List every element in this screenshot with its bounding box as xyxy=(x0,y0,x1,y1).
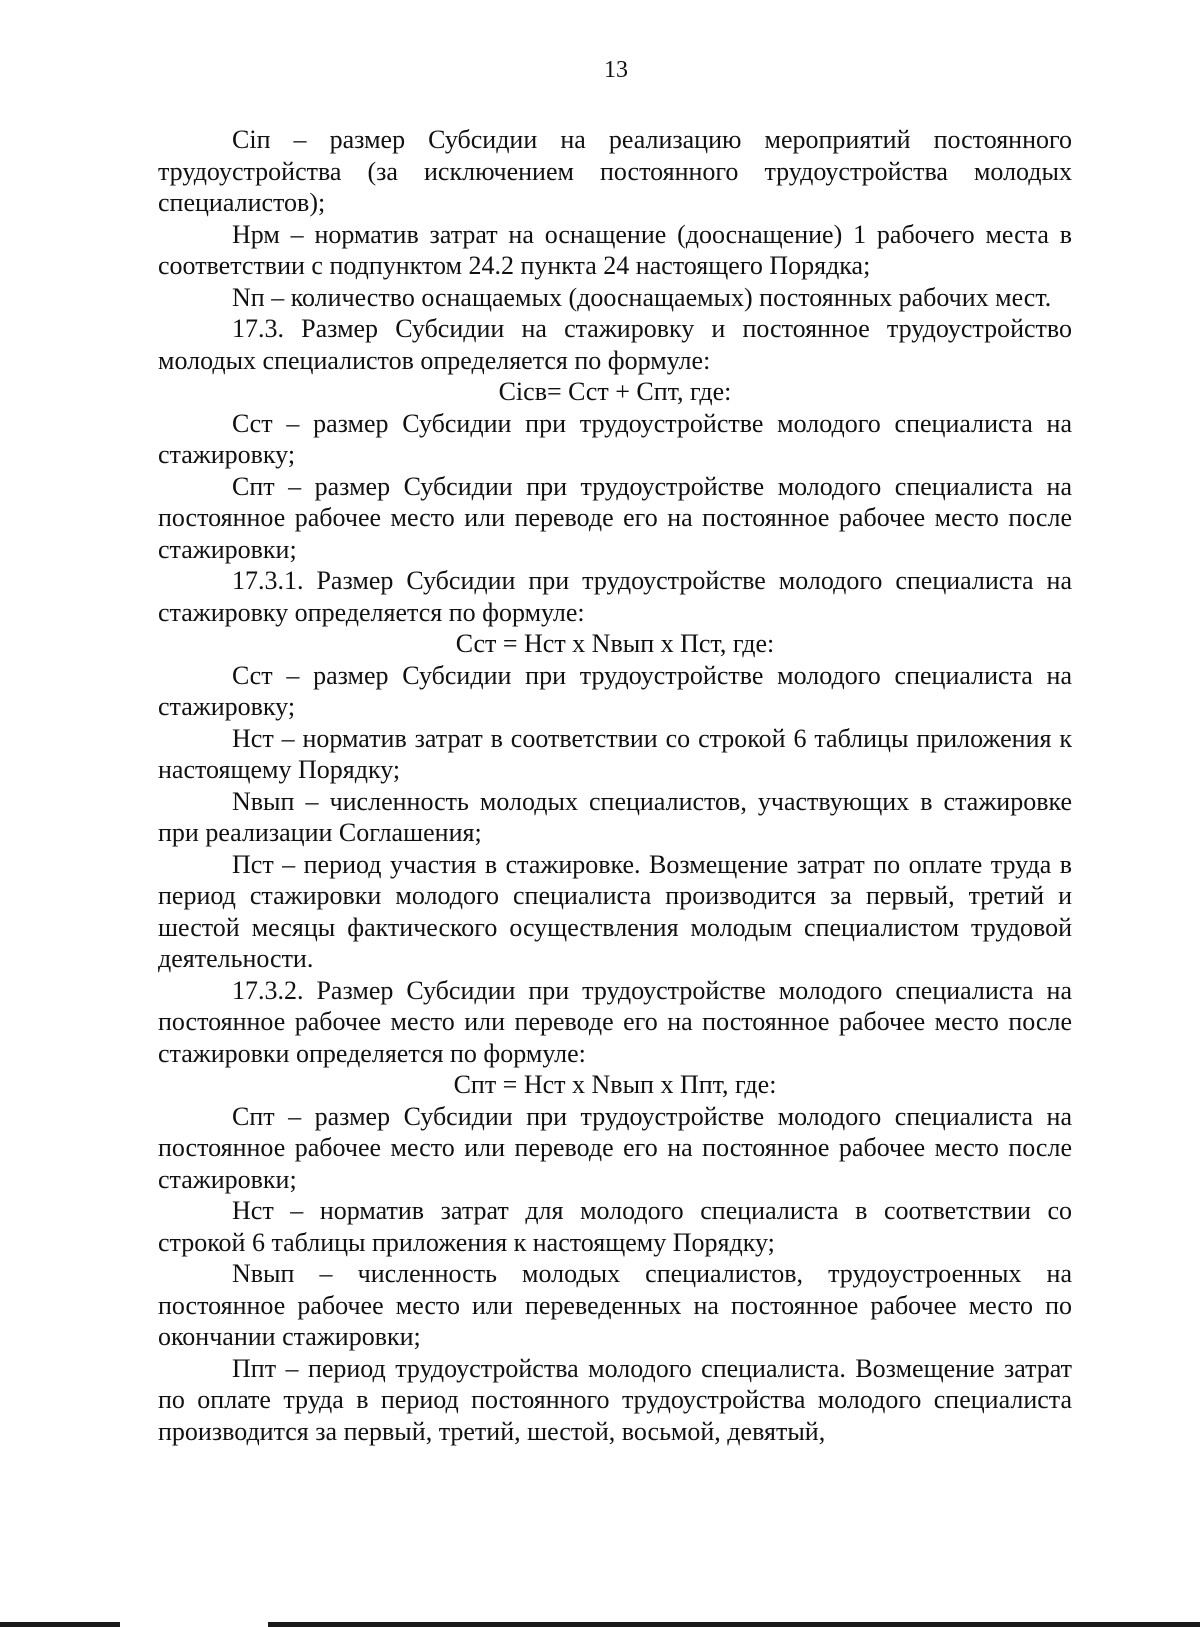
paragraph-nrm-definition: Нрм – норматив затрат на оснащение (дооснащение) 1 рабочего места в соответствии с подпунктом 24.2 пункта 24 настоящего Порядка; xyxy=(158,219,1072,280)
formula-cicv: Сiсв= Сст + Спт, где: xyxy=(498,377,732,406)
scan-edge-bottom xyxy=(268,1622,1200,1627)
formula-cct: Сст = Нст x Nвып x Пст, где: xyxy=(455,629,775,658)
scan-edge-left xyxy=(0,1622,120,1627)
paragraph-cct-definition-2: Сст – размер Субсидии при трудоустройстве молодого специалиста на стажировку; xyxy=(158,660,1072,721)
paragraph-cpt-definition-2: Спт – размер Субсидии при трудоустройстве молодого специалиста на постоянное рабочее место или переводе его на постоянное рабочее место после стажировки; xyxy=(158,1101,1072,1194)
paragraph-nvyp-definition: Nвып – численность молодых специалистов, участвующих в стажировке при реализации Соглашения; xyxy=(158,786,1072,847)
paragraph-17-3-2: 17.3.2. Размер Субсидии при трудоустройстве молодого специалиста на постоянное рабочее место или переводе его на постоянное рабочее место после стажировки определяется по формуле: xyxy=(158,975,1072,1068)
paragraph-pst-definition: Пст – период участия в стажировке. Возмещение затрат по оплате труда в период стажировки молодого специалиста производится за первый, третий и шестой месяцы фактического осуществления молодым специалистом трудовой деятельности. xyxy=(158,849,1072,973)
document-body xyxy=(158,124,1072,1447)
paragraph-nst-definition-2: Нст – норматив затрат для молодого специалиста в соответствии со строкой 6 таблицы приложения к настоящему Порядку; xyxy=(158,1196,1072,1257)
paragraph-np-definition: Nп – количество оснащаемых (дооснащаемых) постоянных рабочих мест. xyxy=(232,282,1052,312)
paragraph-nst-definition: Нст – норматив затрат в соответствии со строкой 6 таблицы приложения к настоящему Порядку; xyxy=(158,723,1072,784)
page-number: 13 xyxy=(604,57,628,83)
paragraph-nvyp-definition-2: Nвып – численность молодых специалистов, трудоустроенных на постоянное рабочее место или переведенных на постоянное рабочее место по окончании стажировки; xyxy=(158,1259,1072,1351)
paragraph-cip-definition: Сiп – размер Субсидии на реализацию мероприятий постоянного трудоустройства (за исключением постоянного трудоустройства молодых специалистов); xyxy=(158,125,1072,217)
paragraph-cct-definition: Сст – размер Субсидии при трудоустройстве молодого специалиста на стажировку; xyxy=(158,408,1072,469)
paragraph-17-3-1: 17.3.1. Размер Субсидии при трудоустройстве молодого специалиста на стажировку определяется по формуле: xyxy=(158,566,1072,627)
formula-cpt: Спт = Нст x Nвып x Ппт, где: xyxy=(453,1070,777,1099)
paragraph-cpt-definition: Спт – размер Субсидии при трудоустройстве молодого специалиста на постоянное рабочее место или переводе его на постоянное рабочее место после стажировки; xyxy=(158,471,1072,564)
paragraph-17-3: 17.3. Размер Субсидии на стажировку и постоянное трудоустройство молодых специалистов определяется по формуле: xyxy=(158,314,1072,375)
paragraph-ppt-definition: Ппт – период трудоустройства молодого специалиста. Возмещение затрат по оплате труда в период постоянного трудоустройства молодого специалиста производится за первый, третий, шестой, восьмой, девятый, xyxy=(158,1353,1072,1446)
